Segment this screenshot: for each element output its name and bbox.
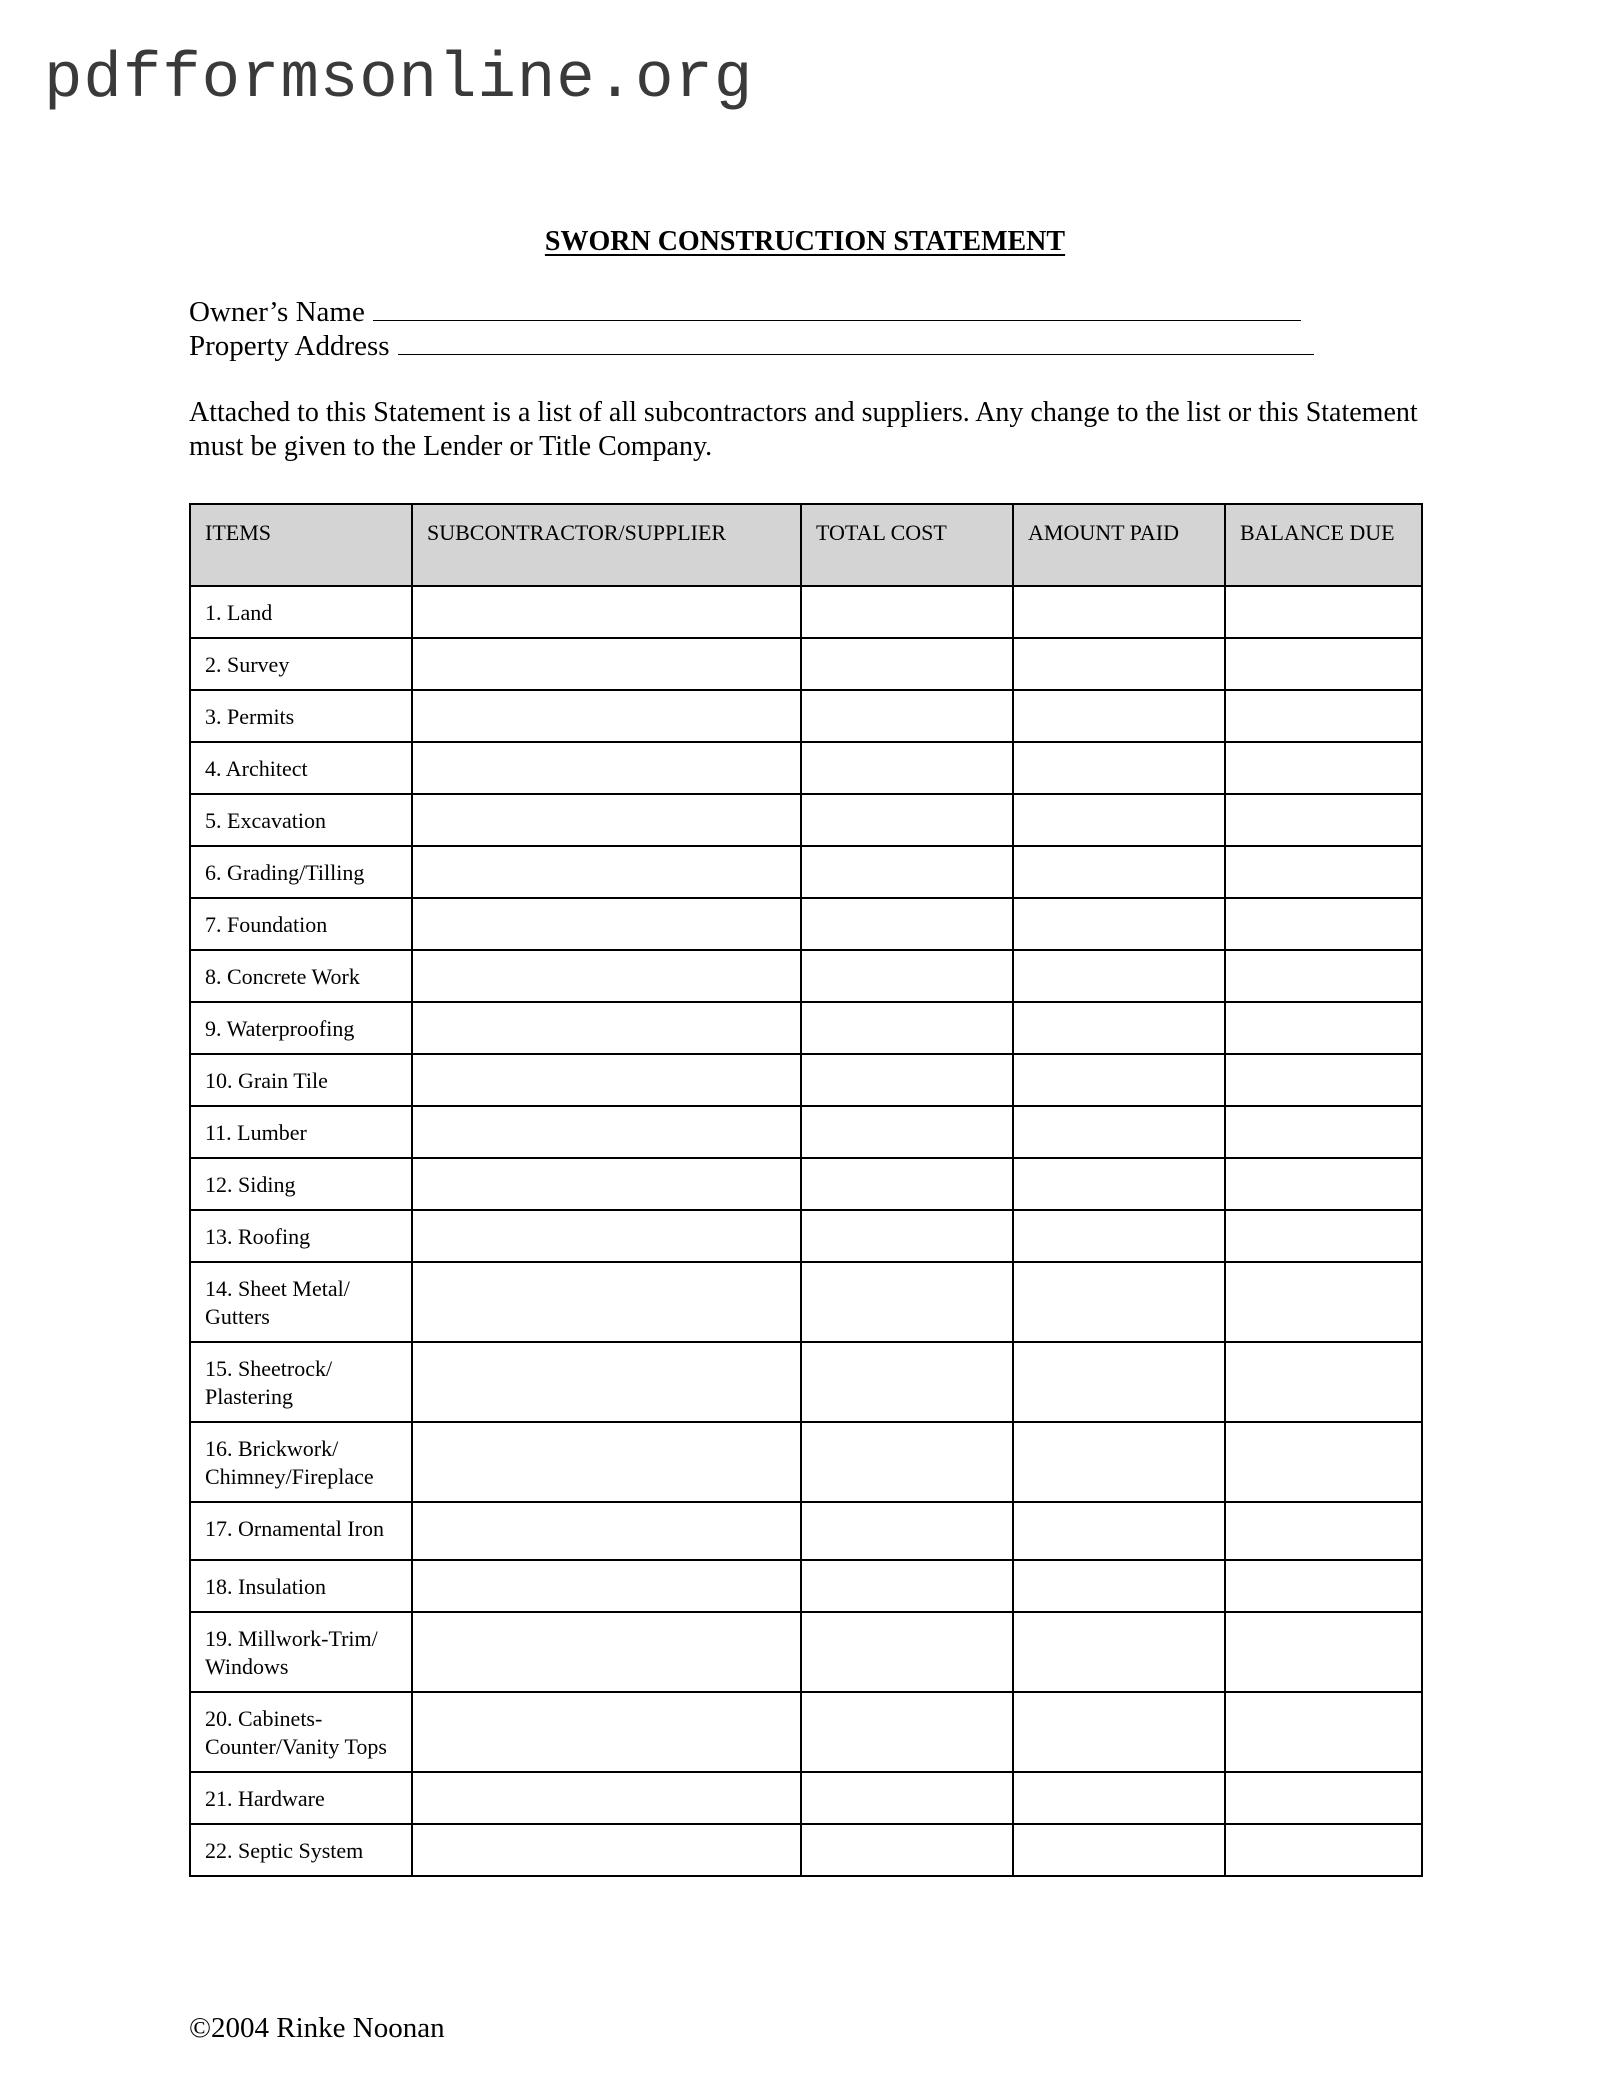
item-label: 6. Grading/Tilling — [190, 846, 412, 898]
amount-paid-cell[interactable] — [1013, 1054, 1225, 1106]
watermark: pdfformsonline.org — [44, 44, 754, 116]
table-row — [190, 1422, 1422, 1502]
balance-due-cell[interactable] — [1225, 794, 1422, 846]
subcontractor-cell[interactable] — [412, 1772, 801, 1824]
item-label: 18. Insulation — [190, 1560, 412, 1612]
subcontractor-cell[interactable] — [412, 1342, 801, 1422]
total-cost-cell[interactable] — [801, 1772, 1013, 1824]
item-label: 19. Millwork-Trim/ Windows — [190, 1612, 412, 1692]
total-cost-cell[interactable] — [801, 1210, 1013, 1262]
total-cost-cell[interactable] — [801, 690, 1013, 742]
balance-due-cell[interactable] — [1225, 1262, 1422, 1342]
items-table — [189, 503, 1423, 1877]
balance-due-cell[interactable] — [1225, 1612, 1422, 1692]
total-cost-cell[interactable] — [801, 638, 1013, 690]
total-cost-cell[interactable] — [801, 898, 1013, 950]
balance-due-cell[interactable] — [1225, 898, 1422, 950]
amount-paid-cell[interactable] — [1013, 1342, 1225, 1422]
header-items: ITEMS — [190, 504, 412, 586]
item-label: 15. Sheetrock/ Plastering — [190, 1342, 412, 1422]
table-row — [190, 846, 1422, 898]
balance-due-cell[interactable] — [1225, 1502, 1422, 1560]
balance-due-cell[interactable] — [1225, 1342, 1422, 1422]
property-address-field — [189, 328, 1314, 363]
balance-due-cell[interactable] — [1225, 690, 1422, 742]
item-label: 10. Grain Tile — [190, 1054, 412, 1106]
balance-due-cell[interactable] — [1225, 638, 1422, 690]
amount-paid-cell[interactable] — [1013, 950, 1225, 1002]
copyright: ©2004 Rinke Noonan — [189, 2012, 445, 2044]
table-header-row — [190, 504, 1422, 586]
total-cost-cell[interactable] — [801, 586, 1013, 638]
subcontractor-cell[interactable] — [412, 950, 801, 1002]
property-address-input[interactable] — [398, 328, 1314, 355]
owner-name-label: Owner’s Name — [189, 296, 365, 328]
table-row — [190, 1502, 1422, 1560]
amount-paid-cell[interactable] — [1013, 1772, 1225, 1824]
amount-paid-cell[interactable] — [1013, 1422, 1225, 1502]
amount-paid-cell[interactable] — [1013, 586, 1225, 638]
subcontractor-cell[interactable] — [412, 1824, 801, 1876]
total-cost-cell[interactable] — [801, 846, 1013, 898]
subcontractor-cell[interactable] — [412, 1158, 801, 1210]
total-cost-cell[interactable] — [801, 742, 1013, 794]
amount-paid-cell[interactable] — [1013, 1210, 1225, 1262]
header-balance-due: BALANCE DUE — [1225, 504, 1422, 586]
balance-due-cell[interactable] — [1225, 950, 1422, 1002]
subcontractor-cell[interactable] — [412, 1560, 801, 1612]
amount-paid-cell[interactable] — [1013, 794, 1225, 846]
balance-due-cell[interactable] — [1225, 846, 1422, 898]
total-cost-cell[interactable] — [801, 950, 1013, 1002]
amount-paid-cell[interactable] — [1013, 1262, 1225, 1342]
total-cost-cell[interactable] — [801, 1342, 1013, 1422]
item-label: 11. Lumber — [190, 1106, 412, 1158]
total-cost-cell[interactable] — [801, 794, 1013, 846]
item-label: 21. Hardware — [190, 1772, 412, 1824]
item-label: 17. Ornamental Iron — [190, 1502, 412, 1560]
subcontractor-cell[interactable] — [412, 742, 801, 794]
item-label: 12. Siding — [190, 1158, 412, 1210]
total-cost-cell[interactable] — [801, 1422, 1013, 1502]
total-cost-cell[interactable] — [801, 1824, 1013, 1876]
subcontractor-cell[interactable] — [412, 1612, 801, 1692]
item-label: 9. Waterproofing — [190, 1002, 412, 1054]
amount-paid-cell[interactable] — [1013, 1612, 1225, 1692]
table-row — [190, 898, 1422, 950]
table-row — [190, 1824, 1422, 1876]
subcontractor-cell[interactable] — [412, 794, 801, 846]
document-title: SWORN CONSTRUCTION STATEMENT — [544, 226, 1066, 257]
amount-paid-cell[interactable] — [1013, 690, 1225, 742]
balance-due-cell[interactable] — [1225, 586, 1422, 638]
subcontractor-cell[interactable] — [412, 690, 801, 742]
table-row — [190, 950, 1422, 1002]
subcontractor-cell[interactable] — [412, 898, 801, 950]
balance-due-cell[interactable] — [1225, 1106, 1422, 1158]
amount-paid-cell[interactable] — [1013, 638, 1225, 690]
table-row — [190, 690, 1422, 742]
amount-paid-cell[interactable] — [1013, 1502, 1225, 1560]
owner-name-input[interactable] — [373, 294, 1301, 321]
subcontractor-cell[interactable] — [412, 1002, 801, 1054]
total-cost-cell[interactable] — [801, 1560, 1013, 1612]
table-row — [190, 1054, 1422, 1106]
item-label: 2. Survey — [190, 638, 412, 690]
total-cost-cell[interactable] — [801, 1054, 1013, 1106]
subcontractor-cell[interactable] — [412, 1692, 801, 1772]
balance-due-cell[interactable] — [1225, 742, 1422, 794]
document-title-wrap — [0, 226, 1610, 258]
subcontractor-cell[interactable] — [412, 1106, 801, 1158]
subcontractor-cell[interactable] — [412, 638, 801, 690]
table-row — [190, 1772, 1422, 1824]
table-row — [190, 638, 1422, 690]
subcontractor-cell[interactable] — [412, 1422, 801, 1502]
total-cost-cell[interactable] — [801, 1158, 1013, 1210]
table-row — [190, 1692, 1422, 1772]
balance-due-cell[interactable] — [1225, 1422, 1422, 1502]
header-subcontractor: SUBCONTRACTOR/SUPPLIER — [412, 504, 801, 586]
table-row — [190, 1210, 1422, 1262]
amount-paid-cell[interactable] — [1013, 1692, 1225, 1772]
owner-name-field — [189, 294, 1301, 329]
subcontractor-cell[interactable] — [412, 1502, 801, 1560]
header-total-cost: TOTAL COST — [801, 504, 1013, 586]
item-label: 16. Brickwork/ Chimney/Fireplace — [190, 1422, 412, 1502]
table-row — [190, 1002, 1422, 1054]
table-row — [190, 1342, 1422, 1422]
amount-paid-cell[interactable] — [1013, 846, 1225, 898]
item-label: 13. Roofing — [190, 1210, 412, 1262]
balance-due-cell[interactable] — [1225, 1824, 1422, 1876]
item-label: 7. Foundation — [190, 898, 412, 950]
subcontractor-cell[interactable] — [412, 846, 801, 898]
total-cost-cell[interactable] — [801, 1002, 1013, 1054]
table-row — [190, 1612, 1422, 1692]
amount-paid-cell[interactable] — [1013, 898, 1225, 950]
total-cost-cell[interactable] — [801, 1262, 1013, 1342]
amount-paid-cell[interactable] — [1013, 1158, 1225, 1210]
item-label: 1. Land — [190, 586, 412, 638]
table-row — [190, 1106, 1422, 1158]
table-body — [190, 586, 1422, 1876]
item-label: 20. Cabinets-Counter/Vanity Tops — [190, 1692, 412, 1772]
item-label: 8. Concrete Work — [190, 950, 412, 1002]
balance-due-cell[interactable] — [1225, 1560, 1422, 1612]
amount-paid-cell[interactable] — [1013, 1560, 1225, 1612]
amount-paid-cell[interactable] — [1013, 1002, 1225, 1054]
total-cost-cell[interactable] — [801, 1106, 1013, 1158]
item-label: 3. Permits — [190, 690, 412, 742]
balance-due-cell[interactable] — [1225, 1054, 1422, 1106]
amount-paid-cell[interactable] — [1013, 1824, 1225, 1876]
balance-due-cell[interactable] — [1225, 1692, 1422, 1772]
item-label: 22. Septic System — [190, 1824, 412, 1876]
balance-due-cell[interactable] — [1225, 1158, 1422, 1210]
balance-due-cell[interactable] — [1225, 1210, 1422, 1262]
total-cost-cell[interactable] — [801, 1612, 1013, 1692]
amount-paid-cell[interactable] — [1013, 742, 1225, 794]
subcontractor-cell[interactable] — [412, 1054, 801, 1106]
subcontractor-cell[interactable] — [412, 1210, 801, 1262]
table-row — [190, 1158, 1422, 1210]
subcontractor-cell[interactable] — [412, 586, 801, 638]
table-row — [190, 1560, 1422, 1612]
table-row — [190, 1262, 1422, 1342]
item-label: 14. Sheet Metal/ Gutters — [190, 1262, 412, 1342]
amount-paid-cell[interactable] — [1013, 1106, 1225, 1158]
subcontractor-cell[interactable] — [412, 1262, 801, 1342]
property-address-label: Property Address — [189, 330, 390, 362]
table-row — [190, 742, 1422, 794]
total-cost-cell[interactable] — [801, 1502, 1013, 1560]
item-label: 5. Excavation — [190, 794, 412, 846]
balance-due-cell[interactable] — [1225, 1772, 1422, 1824]
total-cost-cell[interactable] — [801, 1692, 1013, 1772]
table-row — [190, 586, 1422, 638]
intro-paragraph: Attached to this Statement is a list of all subcontractors and suppliers. Any change to the list or this Statement must be given to the Lender or Title Company. — [189, 397, 1418, 462]
table-row — [190, 794, 1422, 846]
balance-due-cell[interactable] — [1225, 1002, 1422, 1054]
header-amount-paid: AMOUNT PAID — [1013, 504, 1225, 586]
item-label: 4. Architect — [190, 742, 412, 794]
